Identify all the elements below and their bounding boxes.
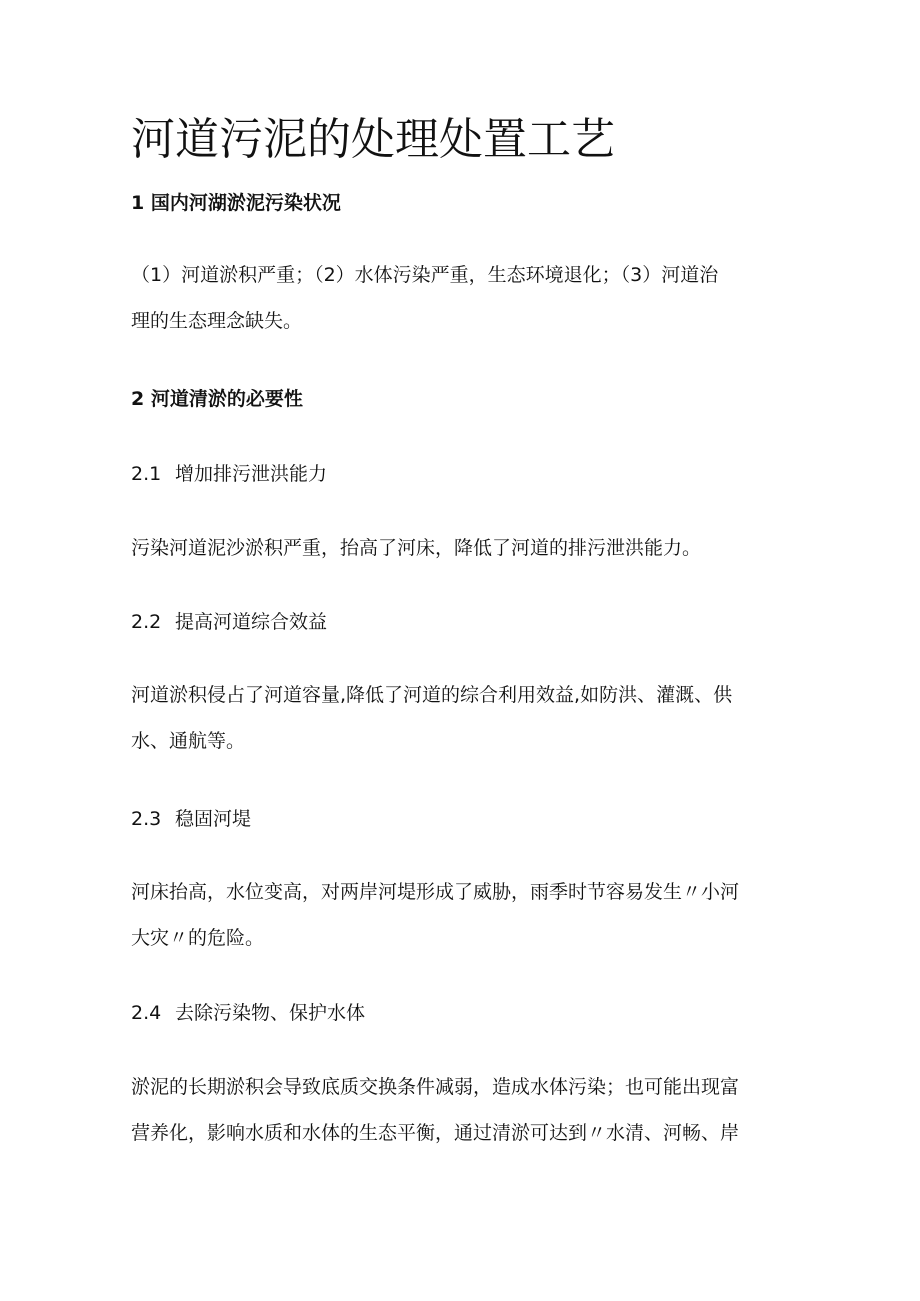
- paragraph-line: 水、通航等。: [131, 730, 246, 752]
- subsection-2-1-paragraph: [131, 535, 791, 561]
- subsection-2-2-heading: [131, 609, 327, 635]
- subsection-2-4-paragraph: [131, 1074, 791, 1146]
- section-1-paragraph: [131, 262, 791, 334]
- subsection-title: 去除污染物、保护水体: [175, 1002, 366, 1024]
- paragraph-line: 淤泥的长期淤积会导致底质交换条件减弱，造成水体污染；也可能出现富: [131, 1076, 740, 1098]
- paragraph-line: 污染河道泥沙淤积严重，抬高了河床，降低了河道的排污泄洪能力。: [131, 537, 702, 559]
- subsection-2-1-heading: [131, 461, 327, 487]
- paragraph-line: 大灾〃的危险。: [131, 927, 265, 949]
- paragraph-line: 理的生态理念缺失。: [131, 310, 303, 332]
- paragraph-line: （1）河道淤积严重；（2）水体污染严重，生态环境退化；（3）河道治: [131, 264, 719, 286]
- paragraph-line: 河道淤积侵占了河道容量,降低了河道的综合利用效益,如防洪、灌溉、供: [131, 684, 733, 706]
- section-2-heading: 2 河道清淤的必要性: [131, 388, 303, 410]
- subsection-number: 2.4: [131, 1002, 162, 1024]
- subsection-2-3-heading: [131, 806, 251, 832]
- subsection-2-4-heading: [131, 1000, 365, 1026]
- section-1-heading: 1 国内河湖淤泥污染状况: [131, 192, 341, 214]
- subsection-title: 提高河道综合效益: [175, 611, 328, 633]
- subsection-number: 2.2: [131, 611, 162, 633]
- paragraph-line: 营养化，影响水质和水体的生态平衡，通过清淤可达到〃水清、河畅、岸: [131, 1122, 740, 1144]
- paragraph-line: 河床抬高，水位变高，对两岸河堤形成了威胁，雨季时节容易发生〃小河: [131, 881, 740, 903]
- subsection-number: 2.1: [131, 463, 162, 485]
- subsection-title: 稳固河堤: [175, 808, 252, 830]
- subsection-title: 增加排污泄洪能力: [175, 463, 328, 485]
- subsection-2-2-paragraph: [131, 682, 791, 754]
- document-title: 河道污泥的处理处置工艺: [131, 114, 615, 165]
- subsection-number: 2.3: [131, 808, 162, 830]
- subsection-2-3-paragraph: [131, 879, 791, 951]
